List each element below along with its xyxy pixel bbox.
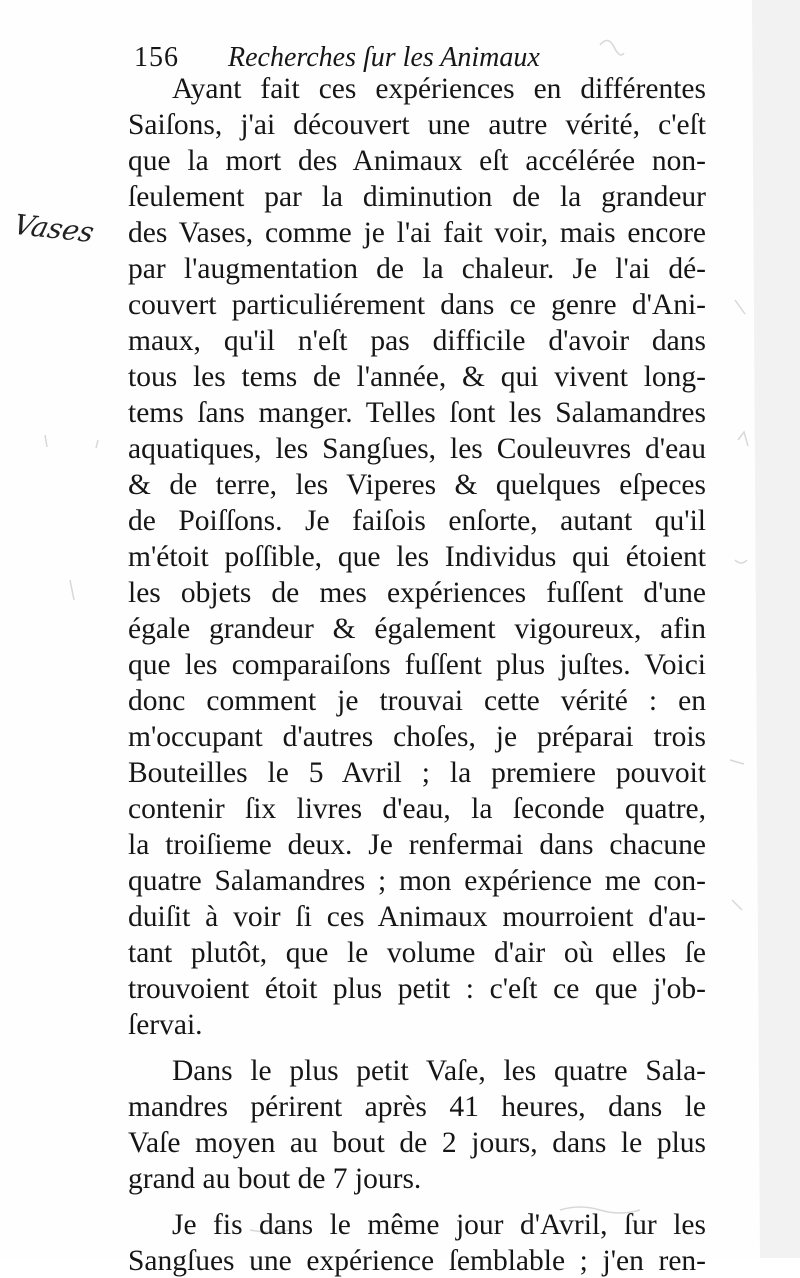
text-line: Je fis dans le même jour d'Avril, ſur les	[172, 1209, 706, 1241]
text-line: que la mort des Animaux eſt accélérée non-	[128, 145, 706, 177]
text-line: trouvoient étoit plus petit : c'eſt ce que j'ob-	[128, 973, 706, 1005]
text-line: la troiſieme deux. Je renfermai dans chacune	[128, 829, 706, 861]
text-line: tems ſans manger. Telles ſont les Salamandres	[128, 397, 706, 429]
text-line: & de terre, les Viperes & quelques eſpeces	[128, 469, 706, 501]
text-line: des Vases, comme je l'ai fait voir, mais encore	[128, 217, 706, 249]
text-line: couvert particuliérement dans ce genre d'Ani-	[128, 289, 706, 321]
text-line: Ayant fait ces expériences en différentes	[172, 73, 706, 105]
text-line: ſeulement par la diminution de la grandeur	[128, 181, 706, 213]
text-line: contenir ſix livres d'eau, la ſeconde quatre,	[128, 793, 706, 825]
text-line: par l'augmentation de la chaleur. Je l'ai dé-	[128, 253, 706, 285]
text-line: grand au bout de 7 jours.	[128, 1163, 422, 1195]
text-line: donc comment je trouvai cette vérité : en	[128, 685, 706, 717]
text-line: duiſit à voir ſi ces Animaux mourroient d'au-	[128, 901, 706, 933]
text-line: tant plutôt, que le volume d'air où elles ſe	[128, 937, 706, 969]
text-line: quatre Salamandres ; mon expérience me con-	[128, 865, 706, 897]
handwritten-margin-note: Vases	[10, 208, 98, 249]
text-line: Dans le plus petit Vaſe, les quatre Sala-	[172, 1055, 706, 1087]
text-line: Saiſons, j'ai découvert une autre vérité, c'eſt	[128, 109, 706, 141]
page-number: 156	[134, 42, 179, 73]
text-line: m'occupant d'autres choſes, je préparai trois	[128, 721, 706, 753]
text-line: Bouteilles le 5 Avril ; la premiere pouvoit	[128, 757, 706, 789]
text-line: m'étoit poſſible, que les Individus qui étoient	[128, 541, 706, 573]
text-line: mandres périrent après 41 heures, dans le	[128, 1091, 706, 1123]
text-line: maux, qu'il n'eſt pas difficile d'avoir dans	[128, 325, 706, 357]
text-line: que les comparaiſons fuſſent plus juſtes. Voici	[128, 649, 706, 681]
text-line: égale grandeur & également vigoureux, afin	[128, 613, 706, 645]
text-line: ſervai.	[128, 1009, 203, 1041]
running-title: Recherches ſur les Animaux	[228, 42, 540, 73]
text-line: Sangſues une expérience ſemblable ; j'en ren-	[128, 1245, 706, 1277]
text-line: tous les tems de l'année, & qui vivent long-	[128, 361, 706, 393]
text-line: de Poiſſons. Je faiſois enſorte, autant qu'il	[128, 505, 706, 537]
text-line: Vaſe moyen au bout de 2 jours, dans le plus	[128, 1127, 706, 1159]
text-line: aquatiques, les Sangſues, les Couleuvres d'eau	[128, 433, 706, 465]
text-line: les objets de mes expériences fuſſent d'une	[128, 577, 706, 609]
